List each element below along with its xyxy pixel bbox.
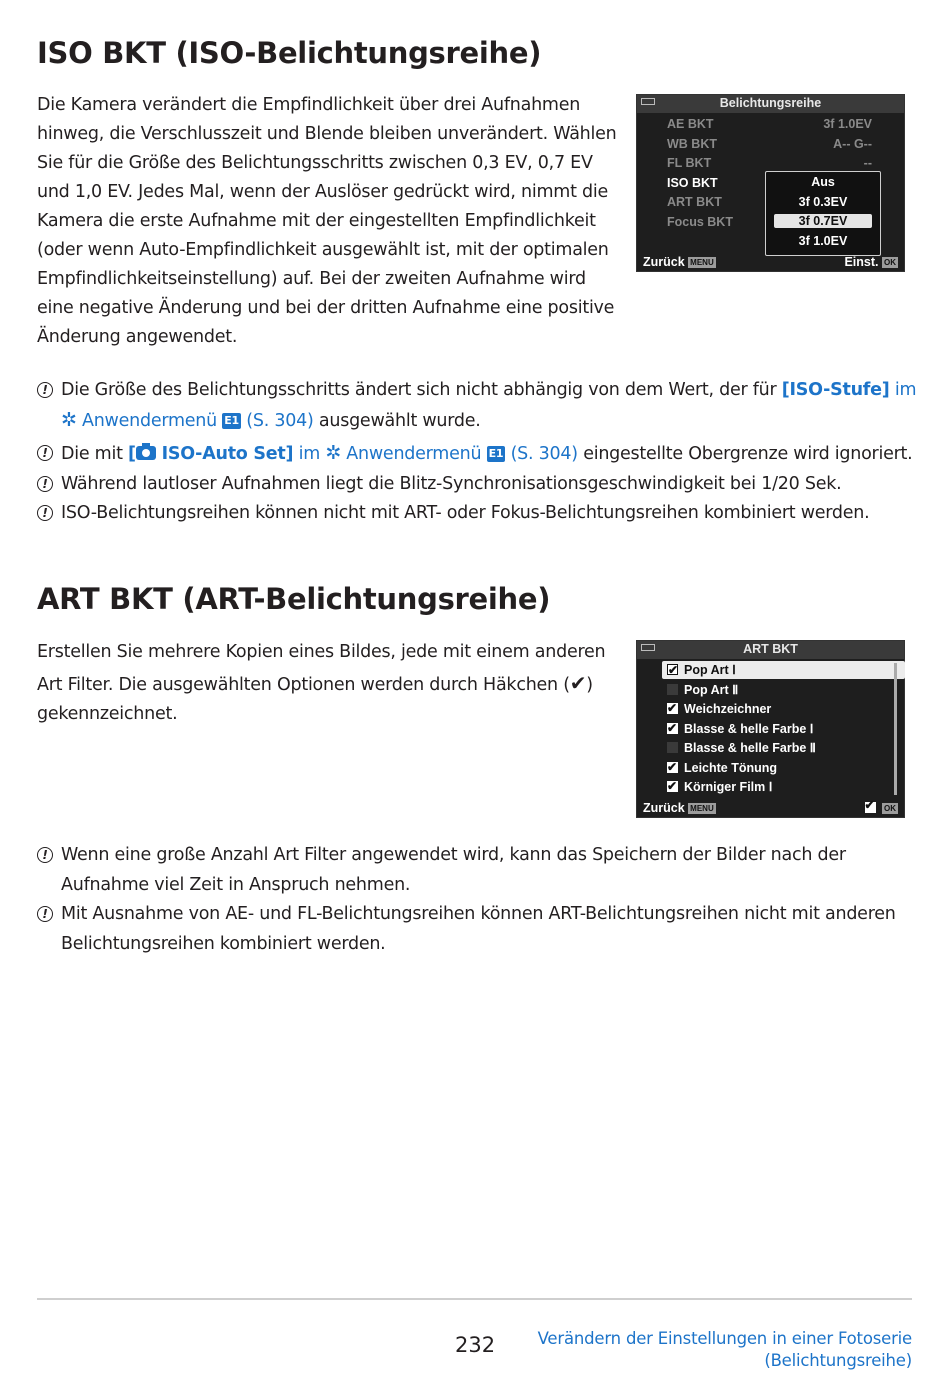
text-line: gekennzeichnet.	[37, 704, 178, 724]
set-label: Einst.	[844, 255, 879, 269]
section-title-iso-bkt: ISO BKT (ISO-Belichtungsreihe)	[37, 36, 542, 70]
menu-row-label: Focus BKT	[667, 215, 733, 229]
caution-note: ! Wenn eine große Anzahl Art Filter angewendet wird, kann das Speichern der Bilder nach der Aufnahme viel Zeit in Anspruch nehmen.	[37, 841, 917, 900]
custom-menu-link[interactable]: Anwendermenü	[76, 410, 223, 431]
ok-button-icon: OK	[884, 258, 896, 267]
caution-note: ! Die Größe des Belichtungsschritts ändert sich nicht abhängig von dem Wert, der für [ISO-Stufe] im ✲ Anwendermenü E1 (S. 304) ausgewählt wurde.	[37, 376, 917, 436]
popup-option: 3f 1.0EV	[798, 234, 848, 248]
art-filter-item: Pop Art Ⅱ	[667, 681, 738, 699]
page-ref-link[interactable]: (S. 304)	[505, 444, 578, 464]
menu-row-label: WB BKT	[667, 137, 717, 151]
popup-option: Aus	[811, 175, 835, 189]
caution-icon: !	[37, 476, 53, 492]
bracketing-menu-screenshot	[636, 94, 905, 272]
checkbox-icon	[667, 781, 678, 792]
menu-button-icon: MENU	[690, 804, 714, 813]
menu-row-value: 3f 1.0EV	[823, 117, 872, 131]
iso-stufe-link[interactable]: [ISO-Stufe]	[781, 380, 890, 400]
caution-note: ! ISO-Belichtungsreihen können nicht mit ART- oder Fokus-Belichtungsreihen kombiniert werden.	[37, 499, 917, 529]
text-line: Kamera die erste Aufnahme mit der eingestellten Empfindlichkeit	[37, 211, 596, 231]
scrollbar	[894, 663, 897, 795]
iso-auto-set-link[interactable]: [ ISO-Auto Set]	[128, 444, 294, 464]
caution-icon: !	[37, 505, 53, 521]
checkmark-icon: ✔	[569, 671, 587, 695]
back-hint	[643, 801, 716, 815]
menu-row-label: AE BKT	[667, 117, 714, 131]
menu-button-icon: MENU	[690, 258, 714, 267]
art-filter-item: ✔Leichte Tönung	[667, 759, 777, 777]
art-bkt-description	[37, 638, 605, 729]
text-line: Die Kamera verändert die Empfindlichkeit über drei Aufnahmen	[37, 95, 581, 115]
text-line: (oder wenn Auto-Empfindlichkeit ausgewählt ist, mit der optimalen	[37, 240, 609, 260]
camera-icon	[136, 446, 156, 460]
checkbox-icon	[667, 723, 678, 734]
checkbox-icon	[667, 762, 678, 773]
set-hint	[844, 255, 898, 269]
section-title-art-bkt: ART BKT (ART-Belichtungsreihe)	[37, 582, 551, 616]
gear-icon: ✲	[61, 408, 77, 431]
art-filter-item-selected: ✔Pop Art Ⅰ	[662, 661, 905, 679]
text-line: Art Filter. Die ausgewählten Optionen werden durch Häkchen (✔)	[37, 671, 593, 695]
menu-row-label: FL BKT	[667, 156, 712, 170]
text-line: Sie für die Größe des Belichtungsschritts zwischen 0,3 EV, 0,7 EV	[37, 153, 593, 173]
caution-icon: !	[37, 906, 53, 922]
iso-bkt-options-popup	[765, 171, 881, 256]
text-line: Erstellen Sie mehrere Kopien eines Bildes, jede mit einem anderen	[37, 642, 606, 662]
caution-note: ! Die mit [ ISO-Auto Set] im ✲ Anwendermenü E1 (S. 304) eingestellte Obergrenze wird ignoriert.	[37, 439, 917, 470]
page-ref-link[interactable]: (S. 304)	[240, 410, 314, 431]
menu-row-value: A-- G--	[833, 137, 872, 151]
caution-icon: !	[37, 382, 53, 398]
iso-bkt-description	[37, 91, 616, 352]
menu-row-label: ART BKT	[667, 195, 722, 209]
caution-note: ! Während lautloser Aufnahmen liegt die Blitz-Synchronisationsgeschwindigkeit bei 1/20 Sek.	[37, 470, 917, 500]
art-filter-item: ✔Weichzeichner	[667, 700, 771, 718]
iso-bkt-notes	[37, 376, 917, 529]
caution-note: ! Mit Ausnahme von AE- und FL-Belichtungsreihen können ART-Belichtungsreihen nicht mit anderen Belichtungsreihen kombiniert werden.	[37, 900, 917, 959]
art-bkt-menu-screenshot	[636, 640, 905, 818]
ok-hint	[865, 801, 898, 815]
popup-option: 3f 0.3EV	[798, 195, 848, 209]
text-line: und 1,0 EV. Jedes Mal, wenn der Auslöser gedrückt wird, nimmt die	[37, 182, 608, 202]
screen-title: ART BKT	[743, 642, 798, 656]
text-line: Empfindlichkeitseinstellung) auf. Bei der zweiten Aufnahme wird	[37, 269, 586, 289]
checkbox-icon	[865, 802, 876, 813]
popup-option-selected: 3f 0.7EV	[774, 214, 872, 228]
checkbox-icon	[667, 742, 678, 753]
caution-icon: !	[37, 445, 53, 461]
back-label: Zurück	[643, 801, 685, 815]
caution-icon: !	[37, 847, 53, 863]
checkbox-icon	[667, 703, 678, 714]
ok-button-icon: OK	[884, 804, 896, 813]
back-hint	[643, 255, 716, 269]
text-line: hinweg, die Verschlusszeit und Blende bleiben unverändert. Wählen	[37, 124, 617, 144]
gear-icon: ✲	[325, 442, 341, 464]
text-line: eine negative Änderung und bei der dritten Aufnahme eine positive	[37, 298, 615, 318]
checkbox-icon	[667, 684, 678, 695]
menu-row-label-active: ISO BKT	[667, 176, 718, 190]
art-bkt-notes	[37, 841, 917, 959]
art-filter-item: Blasse & helle Farbe Ⅱ	[667, 739, 816, 757]
e1-tab-icon: E1	[224, 413, 239, 427]
e1-tab-icon: E1	[488, 447, 504, 460]
back-label: Zurück	[643, 255, 685, 269]
checkbox-icon	[667, 664, 678, 675]
art-filter-item: ✔Blasse & helle Farbe Ⅰ	[667, 720, 813, 738]
screen-title: Belichtungsreihe	[719, 96, 822, 110]
menu-row-value: --	[863, 156, 872, 170]
text-line: Änderung angewendet.	[37, 327, 238, 347]
footer-divider	[37, 1298, 912, 1300]
chapter-title-link[interactable]: Verändern der Einstellungen in einer Fotoserie (Belichtungsreihe)	[537, 1329, 912, 1370]
custom-menu-link[interactable]: Anwendermenü	[340, 444, 487, 464]
art-filter-item: ✔Körniger Film Ⅰ	[667, 778, 772, 796]
page-number: 232	[455, 1333, 496, 1357]
